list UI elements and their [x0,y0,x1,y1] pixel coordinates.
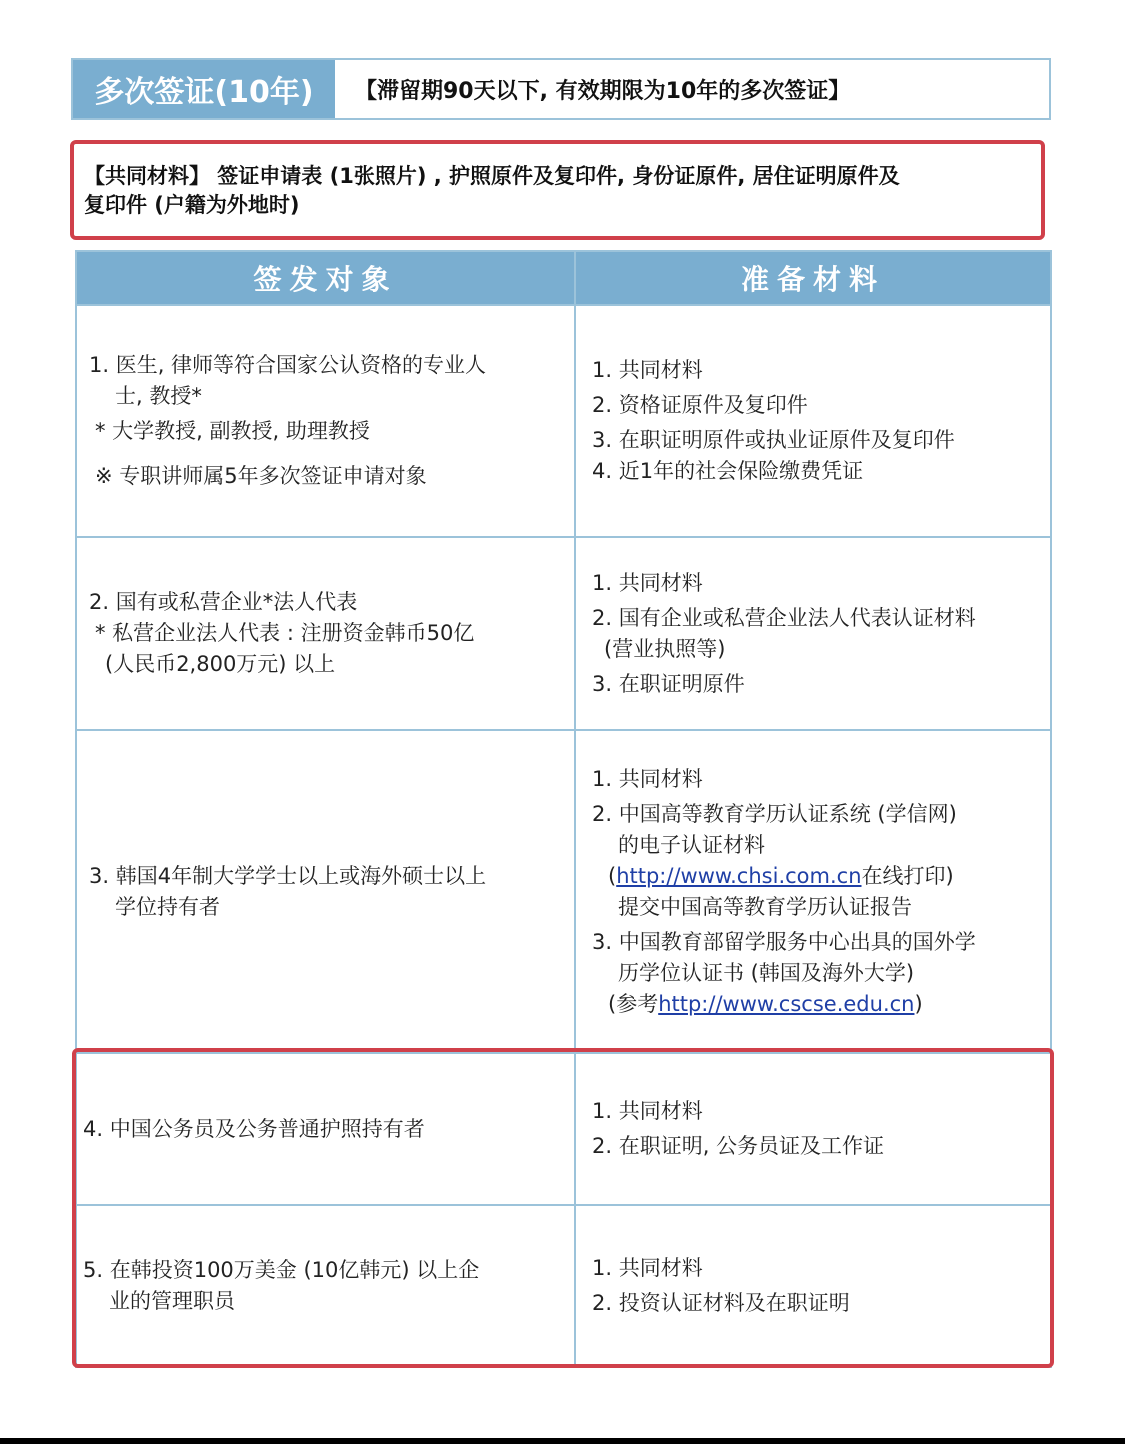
cscse-link[interactable]: http://www.cscse.edu.cn [658,991,915,1016]
material-text: (参考 [608,991,659,1016]
chsi-link[interactable]: http://www.chsi.com.cn [616,863,862,888]
visa-header-bar [71,58,1051,120]
table-row [76,1053,1051,1205]
material-item: 1. 共同材料 [592,1256,703,1280]
material-item: 1. 共同材料 [592,766,703,791]
table-row [76,1205,1051,1367]
table-row [76,305,1051,537]
subject-line: 学位持有者 [115,894,220,919]
subject-note: * 私营企业法人代表 : 注册资金韩币50亿 [95,621,475,645]
table-header-row [76,251,1051,305]
material-item: 3. 中国教育部留学服务中心出具的国外学 [592,929,976,954]
material-item: 1. 共同材料 [592,1099,703,1123]
column-header-subject: 签发对象 [76,251,575,305]
bottom-divider [0,1438,1125,1444]
materials-cell [575,1205,1051,1367]
table-row [76,537,1051,730]
subject-cell [76,1205,575,1367]
material-item-link-line [592,989,1040,1020]
subject-cell [76,537,575,730]
common-materials-line: 复印件 (户籍为外地时) [84,193,300,217]
requirements-table [75,250,1052,1368]
material-item: 2. 国有企业或私营企业法人代表认证材料 [592,605,976,630]
subject-note: * 大学教授, 副教授, 助理教授 [95,419,370,443]
material-item: 1. 共同材料 [592,570,703,595]
subject-note: ※ 专职讲师属5年多次签证申请对象 [95,464,427,488]
material-item: (营业执照等) [604,636,726,661]
common-materials-box [70,140,1045,240]
subject-line: 2. 国有或私营企业*法人代表 [89,590,358,614]
material-item: 提交中国高等教育学历认证报告 [618,894,912,919]
material-item: 2. 在职证明, 公务员证及工作证 [592,1134,885,1158]
subject-line: 1. 医生, 律师等符合国家公认资格的专业人 [89,353,487,377]
subject-cell [76,1053,575,1205]
table-row [76,730,1051,1053]
materials-cell [575,537,1051,730]
material-text: ( [608,863,617,888]
material-item: 2. 资格证原件及复印件 [592,393,808,417]
materials-cell [575,1053,1051,1205]
column-header-materials: 准备材料 [575,251,1051,305]
material-item: 1. 共同材料 [592,358,703,382]
material-item: 4. 近1年的社会保险缴费凭证 [592,459,864,483]
material-text: ) [914,991,923,1016]
subject-line: 3. 韩国4年制大学学士以上或海外硕士以上 [89,863,487,888]
material-item: 历学位认证书 (韩国及海外大学) [618,960,915,985]
subject-line: 5. 在韩投资100万美金 (10亿韩元) 以上企 [83,1258,480,1282]
visa-type-description: 【滞留期90天以下, 有效期限为10年的多次签证】 [355,78,851,104]
material-item: 2. 中国高等教育学历认证系统 (学信网) [592,801,957,826]
material-item: 2. 投资认证材料及在职证明 [592,1291,850,1315]
materials-cell [575,305,1051,537]
subject-line: 4. 中国公务员及公务普通护照持有者 [83,1116,425,1141]
material-item: 3. 在职证明原件 [592,671,745,696]
visa-type-title: 多次签证(10年) [73,60,335,118]
common-materials-line: 【共同材料】 签证申请表 (1张照片) , 护照原件及复印件, 身份证原件, 居住证明原件及 [84,164,900,188]
material-item-link-line [592,861,1040,892]
subject-line: 业的管理职员 [109,1289,235,1313]
subject-cell [76,305,575,537]
material-text: 在线打印) [861,863,954,888]
materials-cell [575,730,1051,1053]
material-item: 3. 在职证明原件或执业证原件及复印件 [592,428,955,452]
subject-note: (人民币2,800万元) 以上 [105,652,336,676]
subject-line: 士, 教授* [115,384,202,408]
subject-cell [76,730,575,1053]
material-item: 的电子认证材料 [618,832,765,857]
